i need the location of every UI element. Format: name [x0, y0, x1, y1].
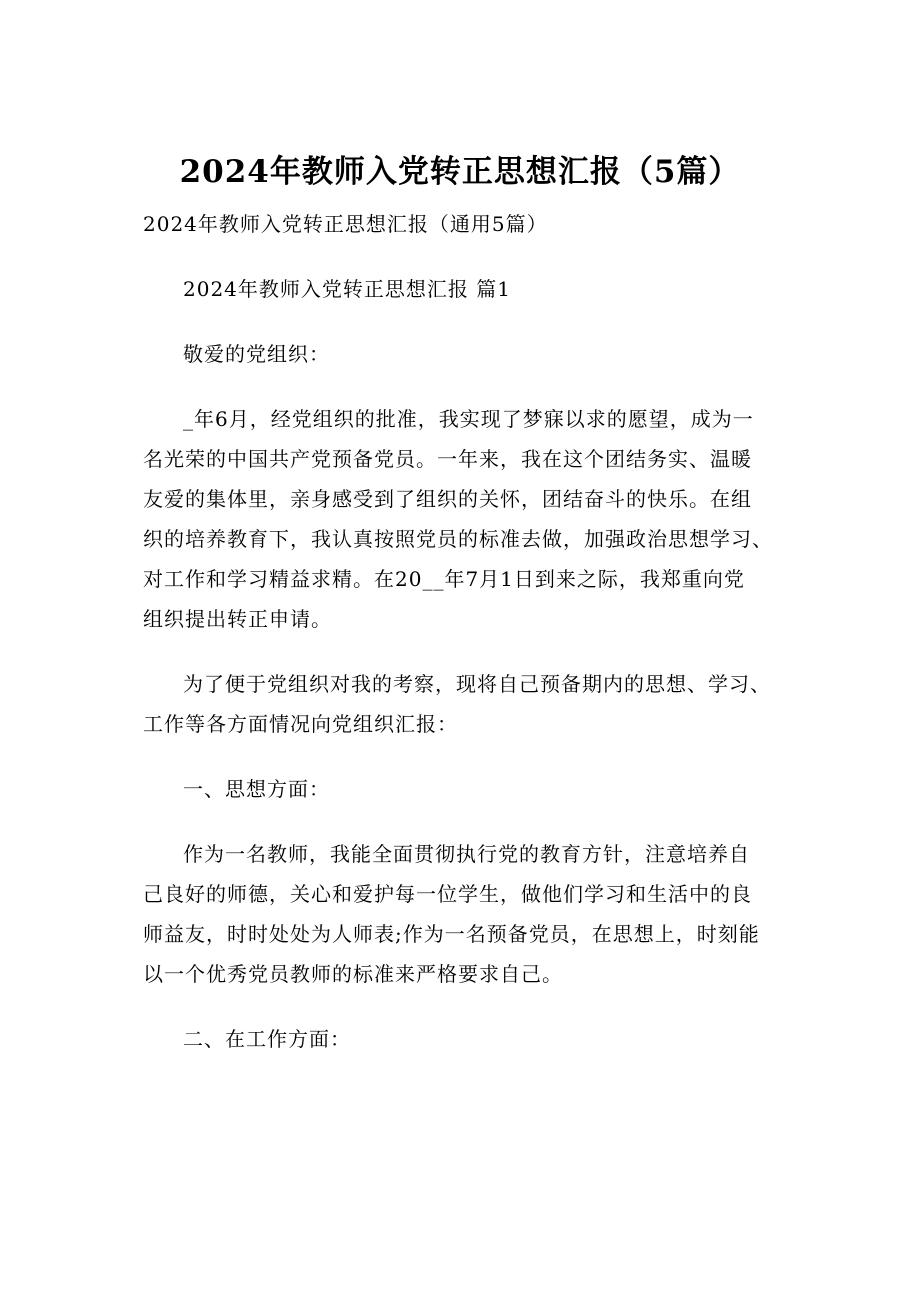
paragraph-line: 以一个优秀党员教师的标准来严格要求自己。: [143, 962, 563, 986]
paragraph-line: _年6月，经党组织的批准，我实现了梦寐以求的愿望，成为一: [183, 407, 754, 431]
paragraph-line: 织的培养教育下，我认真按照党员的标准去做，加强政治思想学习、: [143, 527, 773, 551]
heading-work: 二、在工作方面：: [183, 1027, 351, 1051]
paragraph-line: 师益友，时时处处为人师表;作为一名预备党员，在思想上，时刻能: [143, 922, 760, 946]
paragraph-line: 对工作和学习精益求精。在20__年7月1日到来之际，我郑重向党: [143, 567, 745, 591]
section-heading: 2024年教师入党转正思想汇报 篇1: [183, 277, 511, 301]
paragraph-line: 为了便于党组织对我的考察，现将自己预备期内的思想、学习、: [183, 672, 771, 696]
paragraph-line: 作为一名教师，我能全面贯彻执行党的教育方针，注意培养自: [183, 842, 750, 866]
paragraph-line: 友爱的集体里，亲身感受到了组织的关怀，团结奋斗的快乐。在组: [143, 487, 752, 511]
paragraph-line: 名光荣的中国共产党预备党员。一年来，我在这个团结务实、温暖: [143, 447, 752, 471]
heading-thought: 一、思想方面：: [183, 777, 330, 801]
paragraph-line: 工作等各方面情况向党组织汇报：: [143, 712, 458, 736]
salutation: 敬爱的党组织：: [183, 342, 330, 366]
document-subtitle: 2024年教师入党转正思想汇报（通用5篇）: [143, 212, 548, 236]
paragraph-line: 组织提出转正申请。: [143, 607, 332, 631]
paragraph-line: 己良好的师德，关心和爱护每一位学生，做他们学习和生活中的良: [143, 882, 752, 906]
document-title: 2024年教师入党转正思想汇报（5篇）: [179, 154, 741, 190]
